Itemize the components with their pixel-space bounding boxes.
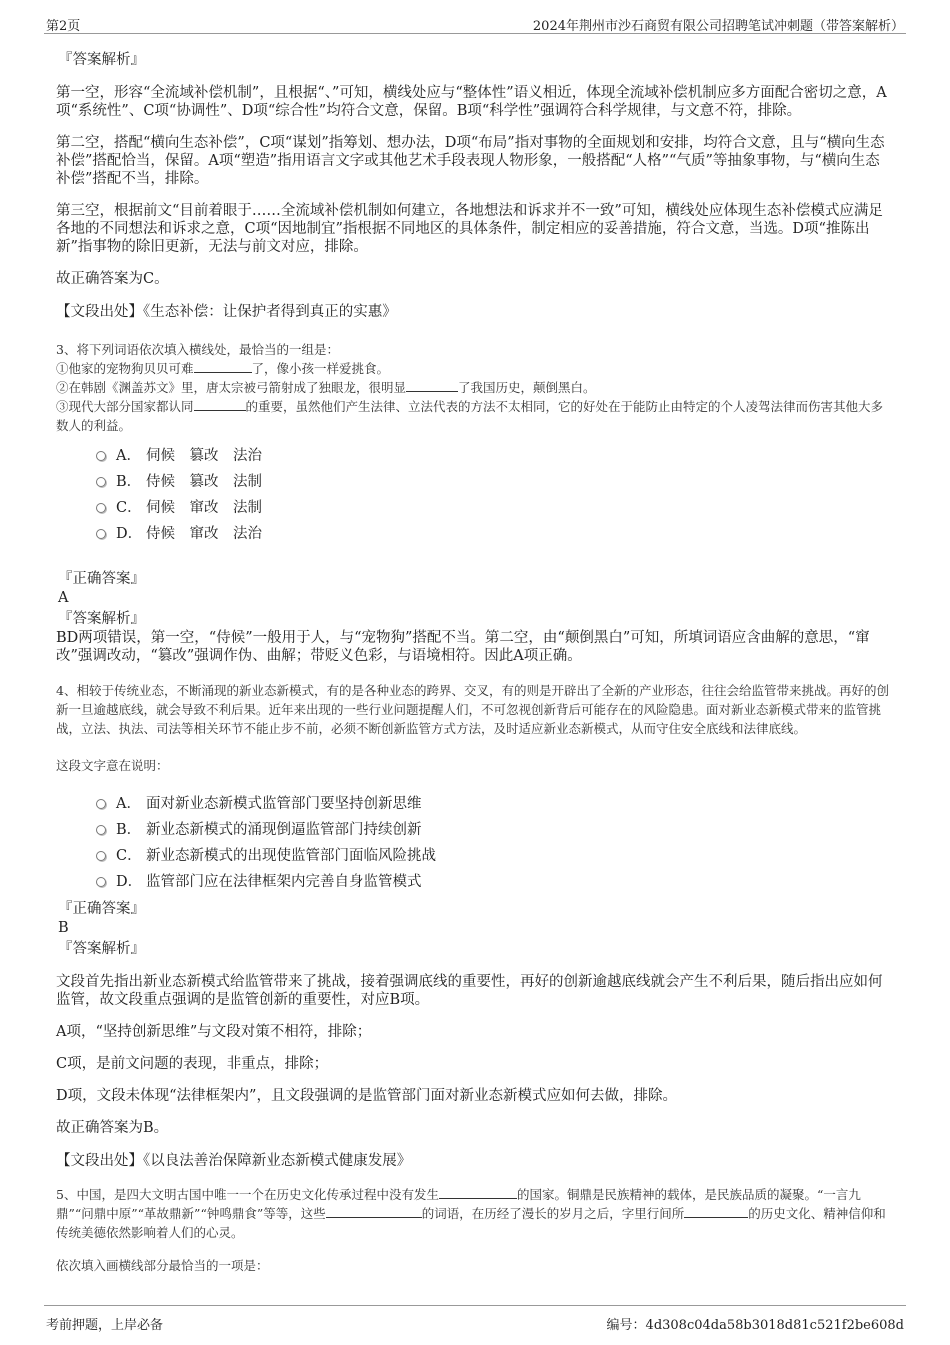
q3-correct-answer: A [58,590,69,606]
radio-icon[interactable] [96,529,106,539]
q3-option-b[interactable]: B． 侍候 篡改 法制 [96,469,891,495]
q2-analysis-para-1: 第一空，形容“全流域补偿机制”，且根据“、”可知，横线处应与“整体性”语义相近，体现全流域补偿机制应多方面配合密切之意，A项“系统性”、C项“协调性”、D项“综合性”均符合文意，保留。B项“科学性”强调符合科学规律，与文意不符，排除。 [56,85,887,119]
q4-analysis-para-1: 文段首先指出新业态新模式给监管带来了挑战，接着强调底线的重要性，再好的创新逾越底线就会产生不利后果，随后指出应如何监管，故文段重点强调的是监管创新的重要性，对应B项。 [56,974,883,1008]
radio-icon[interactable] [96,851,106,861]
footer-slogan: 考前押题，上岸必备 [46,1318,164,1333]
q3-option-c[interactable]: C． 伺候 窜改 法制 [96,495,891,521]
document-title: 2024年荆州市沙石商贸有限公司招聘笔试冲刺题（带答案解析） [532,19,904,34]
q4-correct-tag: 『正确答案』 [58,901,145,917]
q3-option-d[interactable]: D． 侍候 窜改 法治 [96,521,891,547]
q4-analysis-para-4: D项，文段未体现“法律框架内”，且文段强调的是监管部门面对新业态新模式应如何去做，排除。 [56,1088,677,1104]
q4-prompt: 这段文字意在说明： [56,758,169,773]
q3-correct-tag: 『正确答案』 [58,571,145,587]
radio-icon[interactable] [96,877,106,887]
q2-analysis-tag: 『答案解析』 [58,52,145,68]
radio-icon[interactable] [96,799,106,809]
q4-analysis-para-2: A项，“坚持创新思维”与文段对策不相符，排除； [56,1024,372,1040]
q4-option-c[interactable]: C． 新业态新模式的出现使监管部门面临风险挑战 [96,843,891,869]
q3-analysis-tag: 『答案解析』 [58,611,145,627]
q4-analysis-para-3: C项，是前文问题的表现，非重点，排除； [56,1056,329,1072]
q4-option-a[interactable]: A． 面对新业态新模式监管部门要坚持创新思维 [96,791,891,817]
q2-conclusion: 故正确答案为C。 [56,271,169,287]
q4-options [96,791,891,895]
q3-sentence-1: ①他家的宠物狗贝贝可难 了，像小孩一样爱挑食。 [56,361,390,376]
q4-conclusion: 故正确答案为B。 [56,1120,169,1136]
q3-options [96,443,891,547]
q4-source: 【文段出处】《以良法善治保障新业态新模式健康发展》 [56,1153,412,1169]
q2-analysis-para-2: 第二空，搭配“横向生态补偿”，C项“谋划”指筹划、想办法，D项“布局”指对事物的全面规划和安排，均符合文意，且与“横向生态补偿”搭配恰当，保留。A项“塑造”指用语言文字或其他艺术手段表现人物形象，一般搭配“人格”“气质”等抽象事物，与“横向生态补偿”搭配不当，排除。 [56,135,885,187]
document-id: 编号：4d308c04da58b3018d81c521f2be608d [606,1318,904,1333]
q4-analysis-tag: 『答案解析』 [58,941,145,957]
radio-icon[interactable] [96,477,106,487]
radio-icon[interactable] [96,825,106,835]
q3-stem: 3、将下列词语依次填入横线处，最恰当的一组是： [56,342,339,357]
q5-prompt: 依次填入画横线部分最恰当的一项是： [56,1258,269,1273]
q5-stem: 5、中国，是四大文明古国中唯一一个在历史文化传承过程中没有发生 的国家。铜鼎是民族精神的载体，是民族品质的凝聚。“一言九鼎”“问鼎中原”“革故鼎新”“钟鸣鼎食”等等，这些 的词语，在历经了漫长的岁月之后，字里行间所 的历史文化、精神信仰和传统美德依然影响着人们的心灵。 [56,1187,886,1240]
page-number: 第2页 [46,19,81,34]
q4-stem: 4、相较于传统业态，不断涌现的新业态新模式，有的是各种业态的跨界、交叉，有的则是开辟出了全新的产业形态，往往会给监管带来挑战。再好的创新一旦逾越底线，就会导致不利后果。近年来出现的一些行业问题提醒人们，不可忽视创新背后可能存在的风险隐患。面对新业态新模式带来的监管挑战，立法、执法、司法等相关环节不能止步不前，必须不断创新监管方式方法，及时适应新业态新模式，从而守住安全底线和法律底线。 [56,683,889,736]
page-header [44,13,906,34]
q3-option-a[interactable]: A． 伺候 篡改 法治 [96,443,891,469]
q3-sentence-2: ②在韩剧《渊盖苏文》里，唐太宗被弓箭射成了独眼龙，很明显 了我国历史，颠倒黑白。 [56,380,596,395]
q3-sentence-3: ③现代大部分国家都认同 的重要，虽然他们产生法律、立法代表的方法不太相同，它的好处在于能防止由特定的个人凌驾法律而伤害其他大多数人的利益。 [56,399,884,433]
q2-analysis-para-3: 第三空，根据前文“目前着眼于……全流域补偿机制如何建立，各地想法和诉求并不一致”可知，横线处应体现生态补偿模式应满足各地的不同想法和诉求之意，C项“因地制宜”指根据不同地区的具体条件，制定相应的妥善措施，符合文意，当选。D项“推陈出新”指事物的除旧更新，无法与前文对应，排除。 [56,203,883,255]
q4-correct-answer: B [58,920,69,936]
page-footer [44,1305,906,1336]
page-content [56,44,891,1275]
q2-source: 【文段出处】《生态补偿：让保护者得到真正的实惠》 [56,304,397,320]
radio-icon[interactable] [96,503,106,513]
q4-option-b[interactable]: B． 新业态新模式的涌现倒逼监管部门持续创新 [96,817,891,843]
q3-analysis: BD两项错误，第一空，“侍候”一般用于人，与“宠物狗”搭配不当。第二空，由“颠倒黑白”可知，所填词语应含曲解的意思，“窜改”强调改动，“篡改”强调作伪、曲解；带贬义色彩，与语境相符。因此A项正确。 [56,630,870,664]
radio-icon[interactable] [96,451,106,461]
q4-option-d[interactable]: D． 监管部门应在法律框架内完善自身监管模式 [96,869,891,895]
